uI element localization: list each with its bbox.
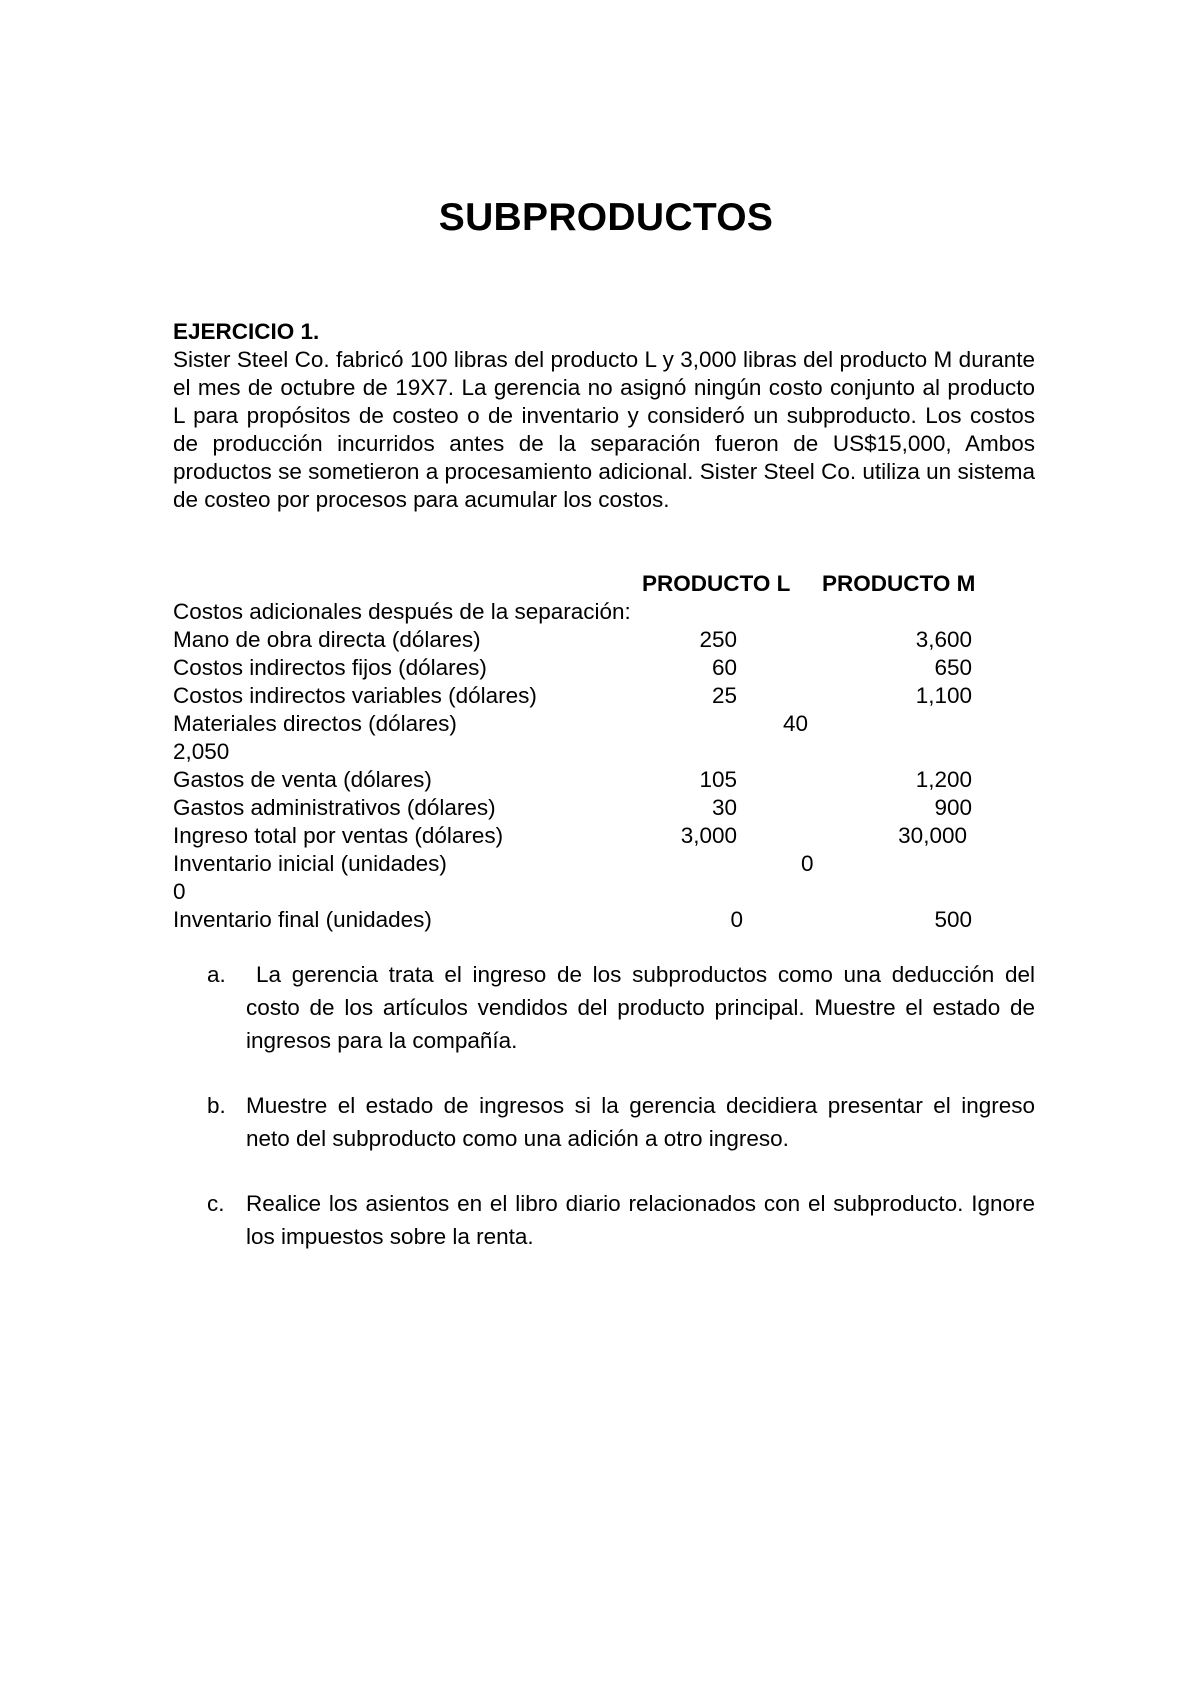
table-cell-producto-m: 900	[934, 795, 972, 820]
table-cell-producto-l: 250	[699, 627, 737, 652]
table-cell-producto-m: 0	[173, 879, 186, 904]
table-row-label: Mano de obra directa (dólares)	[173, 627, 481, 652]
column-header-producto-l: PRODUCTO L	[642, 571, 791, 596]
table-cell-producto-l: 40	[783, 711, 809, 736]
table-cell-producto-l: 25	[711, 683, 737, 708]
table-row-label: Costos indirectos variables (dólares)	[173, 683, 537, 708]
table-cell-producto-m: 1,100	[915, 683, 972, 708]
table-cell-producto-m: 3,600	[915, 627, 972, 652]
table-row-label: Gastos administrativos (dólares)	[173, 795, 496, 820]
list-item-text: La gerencia trata el ingreso de los subproductos como una deducción del costo de los artículos vendidos del producto principal. Muestre el estado de ingresos para la compañía.	[246, 962, 1035, 1053]
list-item-text: Realice los asientos en el libro diario relacionados con el subproducto. Ignore los impuestos sobre la renta.	[246, 1191, 1035, 1249]
list-marker: c.	[207, 1191, 225, 1216]
table-cell-producto-l: 30	[711, 795, 737, 820]
document-title: SUBPRODUCTOS	[438, 196, 774, 239]
exercise-heading: EJERCICIO 1.	[173, 319, 320, 344]
table-cell-producto-m: 2,050	[173, 739, 230, 764]
table-row-label: Inventario inicial (unidades)	[173, 851, 447, 876]
list-item	[173, 1089, 1035, 1155]
table-row-label: Gastos de venta (dólares)	[173, 767, 432, 792]
table-cell-producto-l: 0	[801, 851, 814, 876]
table-section-label: Costos adicionales después de la separación:	[173, 599, 631, 624]
table-row-label: Ingreso total por ventas (dólares)	[173, 823, 504, 848]
table-cell-producto-m: 500	[934, 907, 972, 932]
list-item	[173, 958, 1035, 1057]
table-cell-producto-l: 60	[711, 655, 737, 680]
table-cell-producto-m: 30,000	[898, 823, 967, 848]
table-cell-producto-m: 1,200	[915, 767, 972, 792]
table-row-label: Materiales directos (dólares)	[173, 711, 457, 736]
table-row-label: Costos indirectos fijos (dólares)	[173, 655, 487, 680]
table-row-label: Inventario final (unidades)	[173, 907, 432, 932]
table-cell-producto-m: 650	[934, 655, 972, 680]
exercise-intro-paragraph: Sister Steel Co. fabricó 100 libras del producto L y 3,000 libras del producto M durante el mes de octubre de 19X7. La gerencia no asignó ningún costo conjunto al producto L para propósitos de costeo o de inventario y consideró un subproducto. Los costos de producción incurridos antes de la separación fueron de US$15,000, Ambos productos se sometieron a procesamiento adicional. Sister Steel Co. utiliza un sistema de costeo por procesos para acumular los costos.	[173, 347, 1035, 512]
list-marker: a.	[207, 962, 226, 987]
list-marker: b.	[207, 1093, 226, 1118]
column-header-producto-m: PRODUCTO M	[822, 571, 976, 596]
table-cell-producto-l: 0	[730, 907, 743, 932]
list-item-text: Muestre el estado de ingresos si la gerencia decidiera presentar el ingreso neto del subproducto como una adición a otro ingreso.	[246, 1093, 1035, 1151]
table-cell-producto-l: 3,000	[680, 823, 737, 848]
table-cell-producto-l: 105	[699, 767, 737, 792]
list-item	[173, 1187, 1035, 1253]
